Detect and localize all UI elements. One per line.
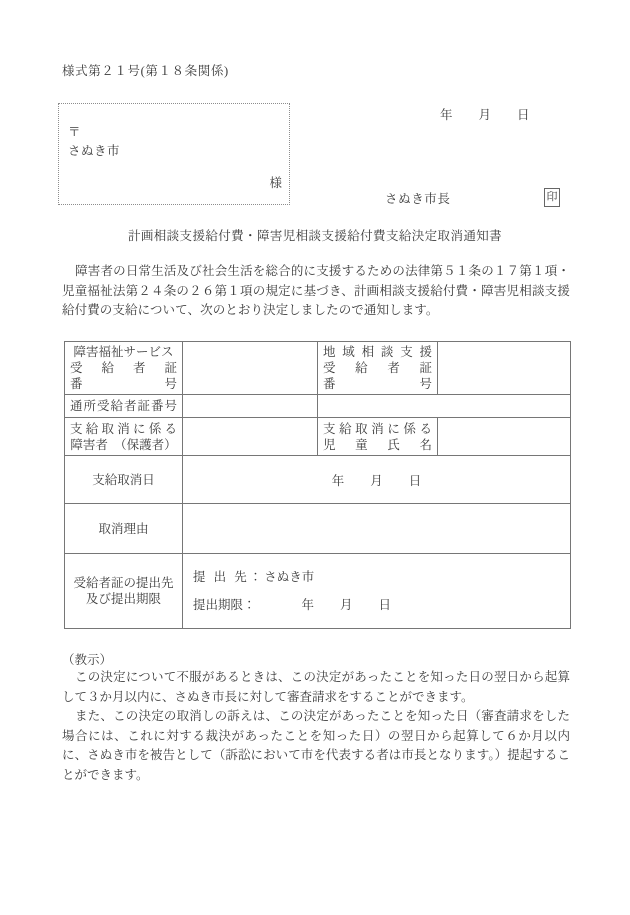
instructions-paragraph-1: この決定について不服があるときは、この決定があったことを知った日の翌日から起算して３か月以内に、さぬき市長に対して審査請求をすることができます。 xyxy=(62,670,570,704)
recipient-honorific: 様 xyxy=(269,176,282,190)
recipient-address-box xyxy=(58,103,290,205)
input-regional-support-cert-number[interactable] xyxy=(438,342,571,395)
label-cert-submission-line1: 受給者証の提出先 xyxy=(73,576,174,590)
input-cancelled-child-name[interactable] xyxy=(438,418,571,456)
cancellation-date-month: 月 xyxy=(370,473,383,488)
table-row xyxy=(65,418,571,456)
label-welfare-service-cert-number: 障害福祉サービス 受 給 者 証 番 号 xyxy=(65,342,183,395)
seal-stamp-box: 印 xyxy=(544,188,560,207)
submission-destination-value: さぬき市 xyxy=(264,570,315,584)
submission-destination-label: 提 出 先： xyxy=(193,570,265,584)
label-cert-submission-line2: 及び提出期限 xyxy=(85,592,161,606)
recipient-city: さぬき市 xyxy=(68,144,121,158)
cancellation-date-year: 年 xyxy=(331,473,345,488)
label-cancellation-date: 支給取消日 xyxy=(65,456,183,504)
instructions-heading: （教示） xyxy=(62,653,113,667)
label-cancelled-person: 支 給 取 消 に 係 る 障害者 （保護者） xyxy=(65,418,183,456)
submission-deadline-line xyxy=(193,591,570,619)
instructions-paragraph-2: また、この決定の取消しの訴えは、この決定があったことを知った日（審査請求をした場合には、これに対する裁決があったことを知った日）の翌日から起算して６か月以内に、さぬき市を被告として（訴訟において市を代表する者は市長となります。）提起することができます。 xyxy=(62,709,570,782)
issue-date-day: 日 xyxy=(517,108,530,122)
cancellation-date-day: 日 xyxy=(408,473,422,488)
issue-date-year: 年 xyxy=(440,108,453,122)
input-welfare-service-cert-number[interactable] xyxy=(183,342,318,395)
submission-destination-line xyxy=(193,563,570,591)
input-cancellation-date[interactable] xyxy=(183,456,571,504)
instructions-body xyxy=(62,668,570,785)
label-regional-support-cert-number: 地 域 相 談 支 援 受 給 者 証 番 号 xyxy=(318,342,438,395)
label-cert-submission xyxy=(65,554,183,629)
postal-code-symbol: 〒 xyxy=(68,125,81,139)
submission-deadline-month: 月 xyxy=(340,598,353,612)
input-cancellation-reason[interactable] xyxy=(183,504,571,554)
label-daycare-cert-number: 通所受給者証番号 xyxy=(65,395,183,418)
document-title: 計画相談支援給付費・障害児相談支援給付費支給決定取消通知書 xyxy=(127,229,503,243)
issue-date-line xyxy=(440,105,530,123)
label-cancelled-child-name: 支 給 取 消 に 係 る 児 童 氏 名 xyxy=(318,418,438,456)
label-cancellation-reason: 取消理由 xyxy=(65,504,183,554)
input-cancelled-person[interactable] xyxy=(183,418,318,456)
body-paragraph xyxy=(62,262,570,321)
issuer-name: さぬき市長 xyxy=(385,192,451,206)
submission-deadline-year: 年 xyxy=(301,598,315,612)
table-row xyxy=(65,395,571,418)
input-daycare-cert-number-blank[interactable] xyxy=(318,395,571,418)
issue-date-month: 月 xyxy=(478,108,492,122)
table-row xyxy=(65,554,571,629)
table-row xyxy=(65,504,571,554)
input-cert-submission[interactable] xyxy=(183,554,571,629)
table-row xyxy=(65,342,571,395)
submission-deadline-day: 日 xyxy=(378,598,392,612)
form-number: 様式第２１号(第１８条関係) xyxy=(62,64,229,78)
submission-deadline-label: 提出期限： xyxy=(193,598,256,612)
body-paragraph-text: 障害者の日常生活及び社会生活を総合的に支援するための法律第５１条の１７第１項・児童福祉法第２４条の２６第１項の規定に基づき、計画相談支援給付費・障害児相談支援給付費の支給について、次のとおり決定しましたので通知します。 xyxy=(62,264,570,317)
table-row xyxy=(65,456,571,504)
input-daycare-cert-number[interactable] xyxy=(183,395,318,418)
decision-table xyxy=(64,341,571,629)
